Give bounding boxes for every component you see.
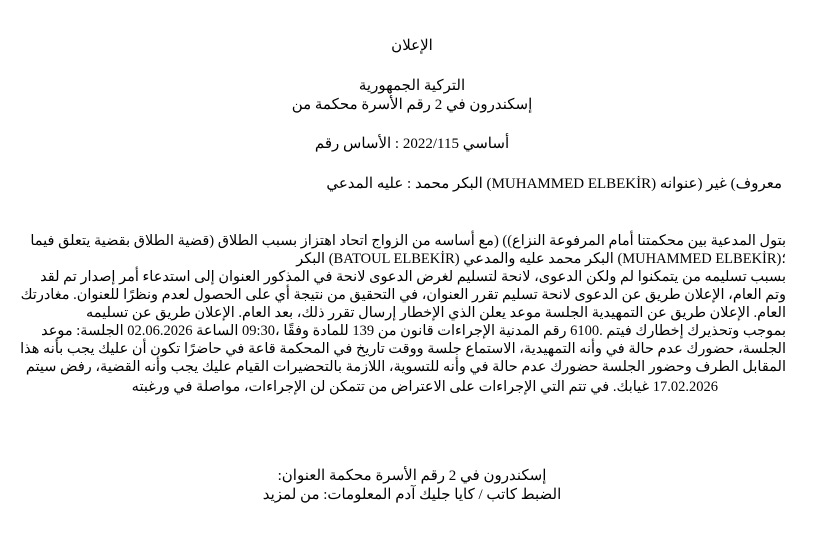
body-line: العام. الإعلان طريق عن التمهيدية الجلسة موعد يعلن الذي الإخطار إرسال تقرر ذلك، بعد العام. الإعلان طريق عن تسليمه	[86, 305, 786, 321]
body-line: وتم العام، الإعلان طريق عن الدعوى لانحة تسليم تقرر العنوان، في التحقيق من نتيجة أي على الحصول لعدم ونظرًا للعنوان. مغادرتك	[20, 287, 786, 303]
body-line: 17.02.2026 غيابك. في تتم التي الإجراءات على الاعتراض من تتمكن لن الإجراءات، مواصلة في ورغبته	[131, 379, 718, 395]
contact-info: الضبط كاتب / كايا جليك آدم المعلومات: من لمزيد	[262, 487, 562, 503]
body-line: بموجب وتحذيرك إخطارك فيتم .6100 رقم المدنية الإجراءات قانون من 139 للمادة وفقًا ،09:30 الساعة 02.06.2026 الجلسة: موعد	[41, 323, 786, 339]
issuer-country: التركية الجمهورية	[358, 78, 466, 94]
document-title: الإعلان	[391, 38, 433, 54]
body-line: بتول المدعية بين محكمتنا أمام المرفوعة النزاع)) (مع أساسه من الزواج اتحاد اهتزاز بسبب الطلاق (قضية الطلاق بقضية يتعلق فيما	[30, 233, 786, 249]
court-address: إسكندرون في 2 رقم الأسرة محكمة العنوان:	[277, 468, 547, 484]
body-line: المقابل الطرف وحضور الجلسة حضورك عدم حالة في وأنه للتسوية، اللازمة بالتحضيرات القيام عليك يجب وأنه القضية، رفض سيتم	[25, 359, 786, 375]
body-line: بسبب تسليمه من يتمكنوا لم ولكن الدعوى، لانحة لتسليم لغرض الدعوى لانحة في المذكور العنوان إلى استدعاء أمر إصدار تم لقد	[40, 269, 786, 285]
body-line: ؛(MUHAMMED ELBEKİR) البكر محمد عليه والمدعي (BATOUL ELBEKİR) البكر	[296, 251, 786, 267]
case-number: أساسي 2022/115 : الأساس رقم	[314, 136, 510, 152]
issuer-court: إسكندرون في 2 رقم الأسرة محكمة من	[291, 97, 533, 113]
body-line: الجلسة، حضورك عدم حالة في وأنه التمهيدية، الاستماع جلسة ووقت تاريخ في المحكمة قاعة في حاضرًا تكون أن عليك يجب بأنه هذا	[20, 341, 786, 357]
defendant-info: معروف) غير (عنوانه (MUHAMMED ELBEKİR) البكر محمد : عليه المدعي	[326, 176, 782, 192]
